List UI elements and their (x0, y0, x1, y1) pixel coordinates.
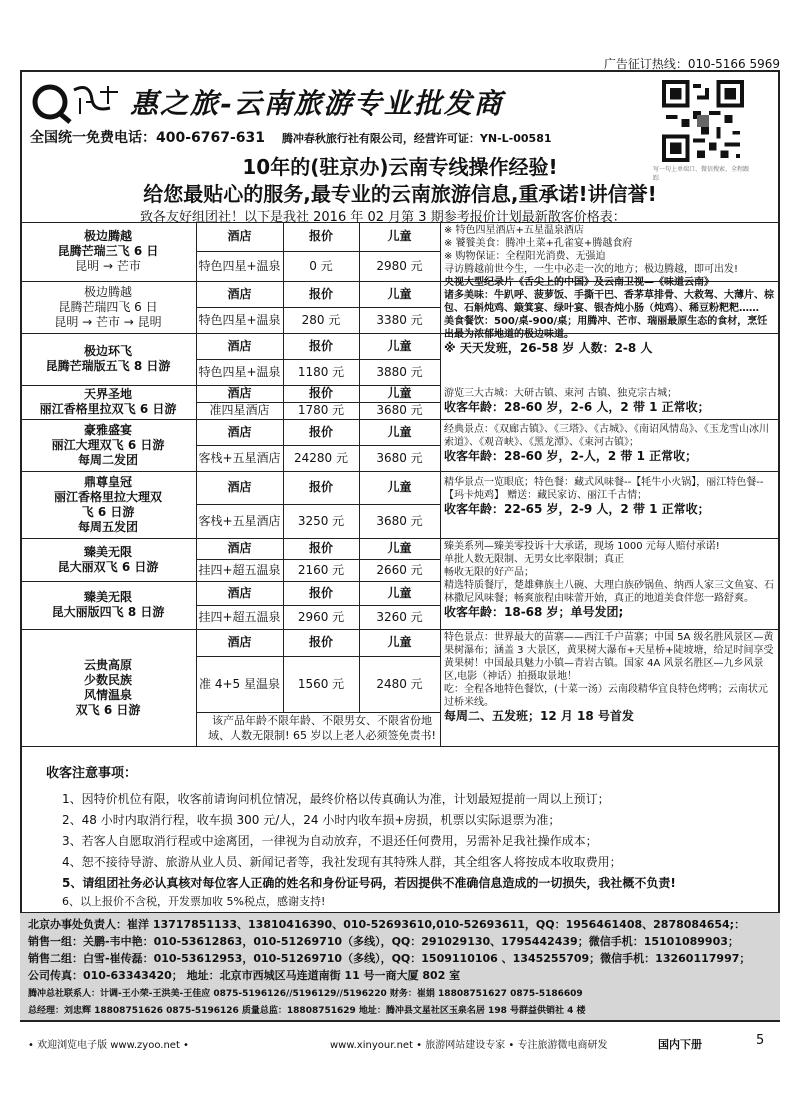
note-item: 1、因特价机位有限，收客前请询问机位情况，最终价格以传真确认为准，计划最短提前一周以上预订； (62, 792, 610, 806)
route-title: 豪雅盛宴 (83, 422, 132, 437)
desc-line: 经典景点：《双廊古镇》、《三塔》、《古城》、《南诏风情岛》、《玉龙雪山冰川索道》、《观音峡》、《黑龙潭》、《束河古镇》； (444, 424, 769, 448)
price-value-cell: 准四星酒店 (209, 403, 270, 417)
route-title: 天界圣地 (83, 387, 132, 401)
route-itinerary: 昆腾芒瑞四飞 6 日 (58, 299, 158, 314)
route-itinerary: 昆腾芒瑞三飞 6 日 (57, 244, 159, 258)
price-value-cell: 挂四+超五温泉 (198, 609, 281, 624)
route-name (20, 419, 196, 471)
price-value-cell: 挂四+超五温泉 (198, 562, 281, 577)
price-header-cell: 报价 (308, 286, 333, 301)
price-value-cell: 3680 元 (376, 513, 423, 528)
price-header-cell: 儿童 (387, 338, 412, 353)
desc-line: 特色景点：世界最大的苗寨——西江千户苗寨；中国 5A 级名胜风景区—黄果树瀑布；涵盖 3 大景区，黄果树大瀑布+天星桥+陡坡塘，给足时间享受黄果树！中国最具魅力小镇—青岩古镇。国家 4A 风景名胜区—九乡风景区,电影（神话）拍摄取景地！ (444, 632, 774, 682)
price-value-cell: 2480 元 (376, 676, 423, 691)
price-value-cell: 准 4+5 星温泉 (199, 676, 280, 691)
contact-row: 公司传真：010-63343420； 地址：北京市西城区马连道南街 11 号一商大厦 802 室 (28, 969, 461, 982)
route-description (442, 476, 778, 536)
price-header-cell: 报价 (308, 424, 333, 439)
route-title: 云贵高原 (83, 657, 132, 672)
desc-age: 收客年龄：22-65 岁，2-9 人，2 带 1 正常收； (444, 502, 710, 516)
note-item: 6、以上报价不含税，开发票加收 5%税点，感谢支持! (62, 895, 326, 908)
contact-line (30, 127, 552, 147)
price-value-cell: 特色四星+温泉 (198, 312, 281, 327)
price-value-cell: 3880 元 (376, 364, 423, 379)
price-value-cell: 3250 元 (297, 513, 345, 528)
note-item: 5、请组团社务必认真核对每位客人正确的姓名和身份证号码，若因提供不准确信息造成的一切损失，我社概不负责! (62, 876, 676, 890)
price-value-cell: 2160 元 (297, 562, 345, 577)
route-itinerary: 双飞 6 日游 (75, 702, 141, 717)
price-header-cell: 儿童 (387, 286, 412, 301)
desc-line: 精华景点一览眼底；特色餐：藏式风味餐--【牦牛小火锅】，丽江特色餐--【玛卡炖鸡】 赠送：藏民家访、丽江千古情； (444, 477, 764, 501)
price-header-cell: 报价 (308, 541, 333, 555)
route-itinerary: 昆大丽双飞 6 日游 (57, 559, 159, 574)
page-number: 5 (756, 1033, 765, 1048)
price-header-cell: 儿童 (387, 635, 412, 649)
desc-line: ※ 饕餮美食：腾冲土菜+孔雀宴+腾越食府 (444, 238, 633, 249)
price-header-cell: 儿童 (387, 541, 412, 555)
route-description (442, 224, 778, 381)
contact-row: 销售一组：关鹏-韦中艳：010-53612863，010-51269710（多线），QQ：291029130、1795442439；微信手机：15101089903； (28, 935, 739, 948)
price-header-cell: 酒店 (227, 585, 252, 600)
route-path: 昆明 → 芒市 → 昆明 (54, 314, 162, 329)
desc-schedule: 每周二、五发班；12 月 18 号首发 (444, 709, 634, 723)
footer-site-link[interactable]: • 欢迎浏览电子版 www.zyoo.net • (28, 1040, 189, 1051)
qr-code-icon (653, 80, 753, 162)
note-item: 3、若客人自愿取消行程或中途离团，一律视为自动放弃，不退还任何费用，另需补足我社操作成本； (62, 834, 598, 848)
ad-hotline: 广告征订热线：010-5166 5969 (603, 57, 780, 71)
desc-line: 精选特质餐厅，楚雄彝族土八碗、大理白族砂锅鱼、纳西人家三文鱼宴、石林撒尼风味餐；畅爽旅程由味蕾开始，真正的地道美食伴您一路舒爽。 (444, 580, 774, 604)
route-path: 昆明 → 芒市 (75, 259, 141, 273)
route-title: 极边环飞 (83, 344, 132, 358)
price-value-cell: 特色四星+温泉 (198, 258, 281, 273)
route-itinerary: 丽江香格里拉双飞 6 日游 (39, 402, 177, 416)
price-value-cell: 1560 元 (297, 676, 345, 691)
note-item: 4、恕不接待导游、旅游从业人员、新闻记者等，我社发现有其特殊人群，其全组客人将按成本收取费用； (62, 855, 622, 869)
price-header-cell: 儿童 (387, 424, 412, 439)
route-description (442, 387, 778, 419)
price-header-cell: 酒店 (227, 338, 252, 353)
price-value-cell: 1780 元 (297, 403, 345, 417)
desc-age: 收客年龄：28-60 岁，2-6 人，2 带 1 正常收； (444, 400, 710, 414)
route-itinerary: 飞 6 日游 (81, 504, 135, 519)
brand-title: 惠之旅-云南旅游专业批发商 (130, 87, 504, 120)
col-divider (440, 222, 441, 746)
footer-tagline: www.xinyour.net • 旅游网站建设专家 • 专注旅游微电商研发 (330, 1040, 608, 1051)
price-header-cell: 报价 (308, 585, 333, 600)
desc-age: 收客年龄：28-60 岁，2-人，2 带 1 正常收； (444, 449, 698, 463)
price-header-cell: 儿童 (387, 480, 412, 494)
toll-free-phone: 全国统一免费电话：400-6767-631 (30, 130, 266, 146)
desc-line: ※ 特色四星酒店+五星温泉酒店 (444, 225, 584, 236)
price-value-cell: 0 元 (309, 258, 333, 273)
desc-age: 收客年龄：18-68 岁；单号发团; (444, 605, 624, 619)
price-value-cell: 3260 元 (376, 609, 423, 624)
row-rule (196, 712, 440, 713)
route-title: 极边腾越 (83, 229, 132, 243)
price-header-cell: 报价 (308, 480, 333, 494)
desc-line: 美食餐饮：500/桌-900/桌；用腾冲、芒市、瑞丽最原生态的食材，烹饪出最为浓郁地道的极边味道。 (444, 316, 768, 340)
route-note: 该产品年龄不限年龄、不限男女、不限省份地域、人数无限制! 65 岁以上老人必须签免责书! (208, 714, 436, 742)
desc-line: 畅收无限的好产品； (444, 567, 534, 578)
price-value-cell: 客栈+五星酒店 (198, 450, 281, 465)
note-item: 2、48 小时内取消行程，收车损 300 元/人，24 小时内收车损+房损，机票以实际退票为准； (62, 813, 561, 827)
price-header-cell: 酒店 (227, 541, 252, 555)
price-header-cell: 酒店 (227, 386, 252, 400)
route-title: 风情温泉 (83, 687, 132, 702)
price-header-cell: 酒店 (227, 286, 252, 301)
route-title: 臻美无限 (83, 590, 132, 604)
contact-row: 销售二组：白雪-崔传磊：010-53612953，010-51269710（多线），QQ：1509110106 、1345255709；微信手机：13260117997； (28, 952, 751, 965)
route-name (20, 333, 196, 385)
price-value-cell: 客栈+五星酒店 (198, 513, 281, 528)
price-header-cell: 报价 (308, 635, 333, 649)
logo-icon (30, 78, 124, 124)
route-name (20, 281, 196, 333)
route-itinerary: 丽江香格里拉大理双 (53, 489, 162, 504)
contact-row: 腾冲总社联系人：计调-王小荣-王洪美-王佳应 0875-5196126//5196129//5196220 财务：崔娟 18808751627 0875-5186609 (28, 989, 583, 999)
price-value-cell: 3680 元 (376, 450, 423, 465)
greeting-line: 致各友好组团社！以下是我社 2016 年 02 月第 3 期参考报价计划最新散客价格表： (140, 210, 626, 225)
desc-line: 单批人数无限制、无男女比率限制；真正 (444, 554, 624, 565)
desc-line: ※ 天天发班，26-58 岁 人数：2-8 人 (444, 341, 653, 355)
price-value-cell: 280 元 (301, 312, 341, 327)
route-name (20, 471, 196, 538)
desc-line: 央视大型纪录片《舌尖上的中国》及云南卫视—《味道云南》 (444, 277, 714, 288)
route-name (20, 222, 196, 281)
route-description (442, 631, 778, 745)
slogan-service: 给您最贴心的服务,最专业的云南旅游信息,重承诺!讲信誉! (143, 182, 657, 206)
price-header-cell: 儿童 (387, 386, 412, 400)
price-value-cell: 3680 元 (376, 403, 423, 417)
route-itinerary: 昆大丽版四飞 8 日游 (51, 605, 165, 619)
price-header-cell: 酒店 (227, 229, 252, 243)
qr-caption: 写一句上单端口、微信搜索、全程跟踪 (653, 166, 750, 182)
contact-row: 北京办事处负责人：崔洋 13717851133、13810416390、010-52693610,010-52693611，QQ：1956461408、2878084654;： (28, 918, 746, 931)
desc-line: ※ 购物保证：全程阳光消费、无强迫 (444, 251, 606, 262)
route-name (20, 538, 196, 581)
price-header-cell: 报价 (308, 386, 333, 400)
price-header-cell: 报价 (308, 338, 333, 353)
desc-line: 臻美系列—臻美零投诉十大承诺，现场 1000 元每人赔付承诺! (444, 541, 720, 552)
route-schedule: 每周五发团 (77, 519, 138, 534)
price-header-cell: 酒店 (227, 480, 252, 494)
price-value-cell: 24280 元 (294, 450, 348, 465)
route-schedule: 每周二发团 (77, 452, 138, 467)
price-header-cell: 酒店 (227, 424, 252, 439)
price-value-cell: 特色四星+温泉 (198, 364, 281, 379)
price-value-cell: 2960 元 (297, 609, 345, 624)
price-header-cell: 报价 (308, 229, 333, 243)
route-title: 少数民族 (83, 672, 132, 687)
desc-line: 吃：全程各地特色餐饮，(十菜一汤）云南段精华宜良特色烤鸭；云南状元过桥米线。 (444, 684, 768, 708)
price-header-cell: 酒店 (227, 635, 252, 649)
price-header-cell: 儿童 (387, 585, 412, 600)
desc-line: 诸多美味：牛趴呼、菠萝饭、手撕干巴、香茅草排骨、大救驾、大薄片、棕包、石斛炖鸡、簸箕宴、绿叶宴、银杏炖小肠（炖鸡）、稀豆粉粑粑…… (444, 290, 774, 314)
desc-line: 游览三大古城：大研古镇、束河 古镇、独克宗古城； (444, 388, 678, 399)
route-title: 臻美无限 (83, 544, 132, 559)
agency-license: 腾冲春秋旅行社有限公司，经营许可证：YN-L-00581 (281, 132, 552, 145)
route-title: 鼎尊皇冠 (83, 474, 132, 489)
route-description (442, 423, 778, 469)
price-header-cell: 儿童 (387, 229, 412, 243)
price-value-cell: 2980 元 (376, 258, 423, 273)
footer-section: 国内下册 (658, 1038, 702, 1051)
route-description (442, 540, 778, 628)
route-title: 极边腾越 (83, 284, 132, 299)
contact-row: 总经理：刘忠辉 18808751626 0875-5196126 质量总监：18808751629 地址：腾冲县文星社区玉泉名居 198 号群益供销社 4 楼 (28, 1006, 586, 1016)
route-name (20, 385, 196, 419)
price-value-cell: 1180 元 (297, 364, 345, 379)
price-value-cell: 2660 元 (376, 562, 423, 577)
route-name (20, 629, 196, 746)
route-itinerary: 昆腾芒瑞版五飞 8 日游 (45, 359, 171, 373)
price-value-cell: 3380 元 (376, 312, 423, 327)
route-itinerary: 丽江大理双飞 6 日游 (51, 437, 165, 452)
desc-line: 寻访腾越前世今生，一生中必走一次的地方；极边腾越，即可出发! (444, 264, 739, 275)
notes-title: 收客注意事项： (46, 766, 138, 781)
slogan-experience: 10年的(驻京办)云南专线操作经验! (242, 155, 558, 179)
route-name (20, 581, 196, 629)
